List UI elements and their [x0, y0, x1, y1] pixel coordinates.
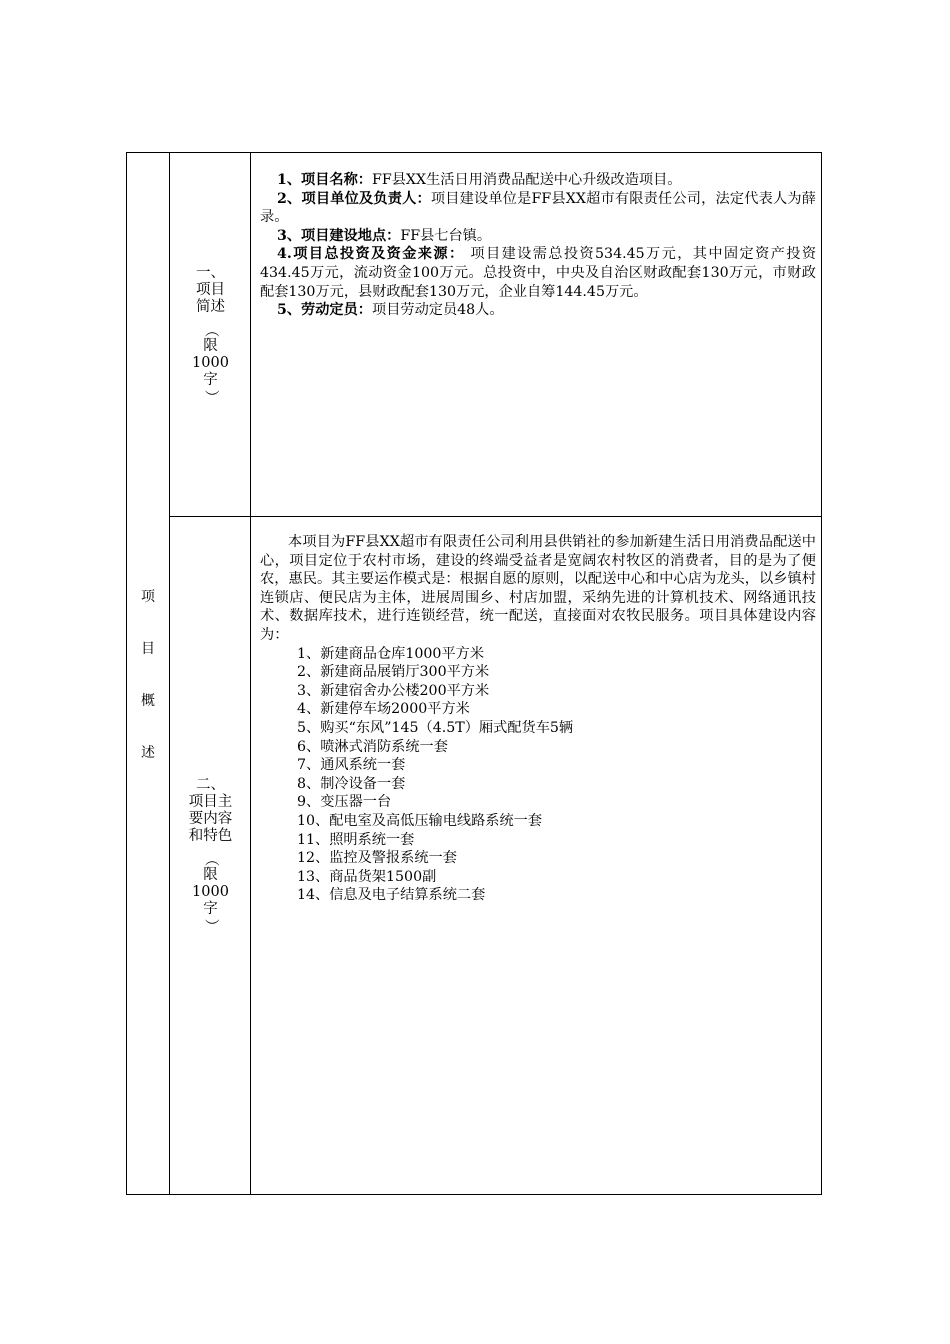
content-label-line: 项目主: [188, 794, 233, 810]
summary-item-title: 4.项目总投资及资金来源：: [277, 246, 465, 263]
content-body: [260, 533, 816, 905]
limit-paren-open: （: [202, 322, 219, 337]
section-label-char: 述: [141, 744, 155, 761]
limit-paren-close: ）: [202, 918, 219, 934]
summary-item-text: FF县七台镇。: [400, 227, 492, 244]
summary-item: [260, 190, 816, 227]
summary-item-text: 项目建设需总投资534.45万元，其中固定资产投资434.45万元，流动资金100万元。总投资中，中央及自治区财政配套130万元，市财政配套130万元，县财政配套130万元，企业自筹144.45万元。: [260, 246, 817, 300]
list-item: 13、商品货架1500副: [297, 868, 437, 885]
content-intro: 本项目为FF县XX超市有限责任公司利用县供销社的参加新建生活日用消费品配送中心，项目定位于农村市场，建设的终端受益者是宽阔农村牧区的消费者，目的是为了便农，惠民。其主要运作模式是：根据自愿的原则，以配送中心和中心店为龙头，以乡镇村连锁店、便民店为主体，进展周围乡、村店加盟，采纳先进的计算机技术、网络通讯技术、数据库技术，进行连锁经营，统一配送，直接面对农牧民服务。项目具体建设内容为：: [260, 534, 816, 643]
summary-label: [170, 153, 251, 516]
project-overview-table: [126, 152, 822, 1195]
summary-label-line: 一、: [196, 264, 225, 281]
summary-item-title: 2、项目单位及负责人：: [277, 190, 431, 207]
summary-item-title: 3、项目建设地点：: [277, 227, 401, 244]
section-label-char: 概: [141, 692, 155, 709]
limit-text: 限: [203, 337, 218, 354]
summary-item-text: FF县XX生活日用消费品配送中心升级改造项目。: [372, 172, 682, 188]
limit-text: 1000: [192, 884, 229, 900]
list-item: 11、照明系统一套: [297, 831, 415, 848]
summary-item: [260, 227, 816, 246]
content-label: [170, 517, 251, 1194]
summary-item-title: 5、劳动定员：: [277, 302, 372, 319]
limit-text: 1000: [192, 354, 229, 371]
summary-item: [260, 245, 816, 301]
section-label-char: 目: [141, 640, 155, 657]
summary-item-text: 项目建设单位是FF县XX超市有限责任公司，法定代表人为薛录。: [260, 190, 816, 226]
list-item: 5、购买“东风”145（4.5T）厢式配货车5辆: [297, 719, 574, 736]
list-item: 12、监控及警报系统一套: [297, 850, 457, 867]
section-label-vertical: [127, 153, 169, 1194]
list-item: 6、喷淋式消防系统一套: [297, 738, 448, 755]
summary-label-line: 简述: [196, 298, 225, 315]
limit-paren-close: ）: [202, 389, 219, 404]
list-item: 3、新建宿舍办公楼200平方米: [297, 682, 490, 699]
row-divider: [169, 516, 821, 517]
content-label-line: 二、: [196, 777, 225, 793]
list-item: 1、新建商品仓库1000平方米: [297, 645, 485, 662]
limit-paren-open: （: [202, 851, 219, 867]
content-label-line: 要内容: [188, 811, 233, 827]
list-item: 10、配电室及高低压输电线路系统一套: [297, 812, 543, 829]
list-item: 2、新建商品展销厅300平方米: [297, 664, 490, 681]
summary-item-text: 项目劳动定员48人。: [372, 302, 504, 319]
limit-text: 限: [203, 867, 218, 883]
limit-text: 字: [203, 901, 218, 917]
summary-item: [260, 171, 816, 190]
list-item: 7、通风系统一套: [297, 757, 406, 774]
summary-label-line: 项目: [196, 281, 225, 298]
list-item: 14、信息及电子结算系统二套: [297, 887, 486, 904]
section-label-char: 项: [141, 588, 155, 605]
summary-content: [260, 171, 816, 320]
list-item: 4、新建停车场2000平方米: [297, 701, 470, 718]
limit-text: 字: [203, 371, 218, 388]
summary-item: [260, 301, 816, 320]
list-item: 8、制冷设备一套: [297, 775, 406, 792]
list-item: 9、变压器一台: [297, 794, 392, 811]
content-label-line: 和特色: [188, 828, 233, 844]
summary-item-title: 1、项目名称：: [277, 172, 372, 188]
